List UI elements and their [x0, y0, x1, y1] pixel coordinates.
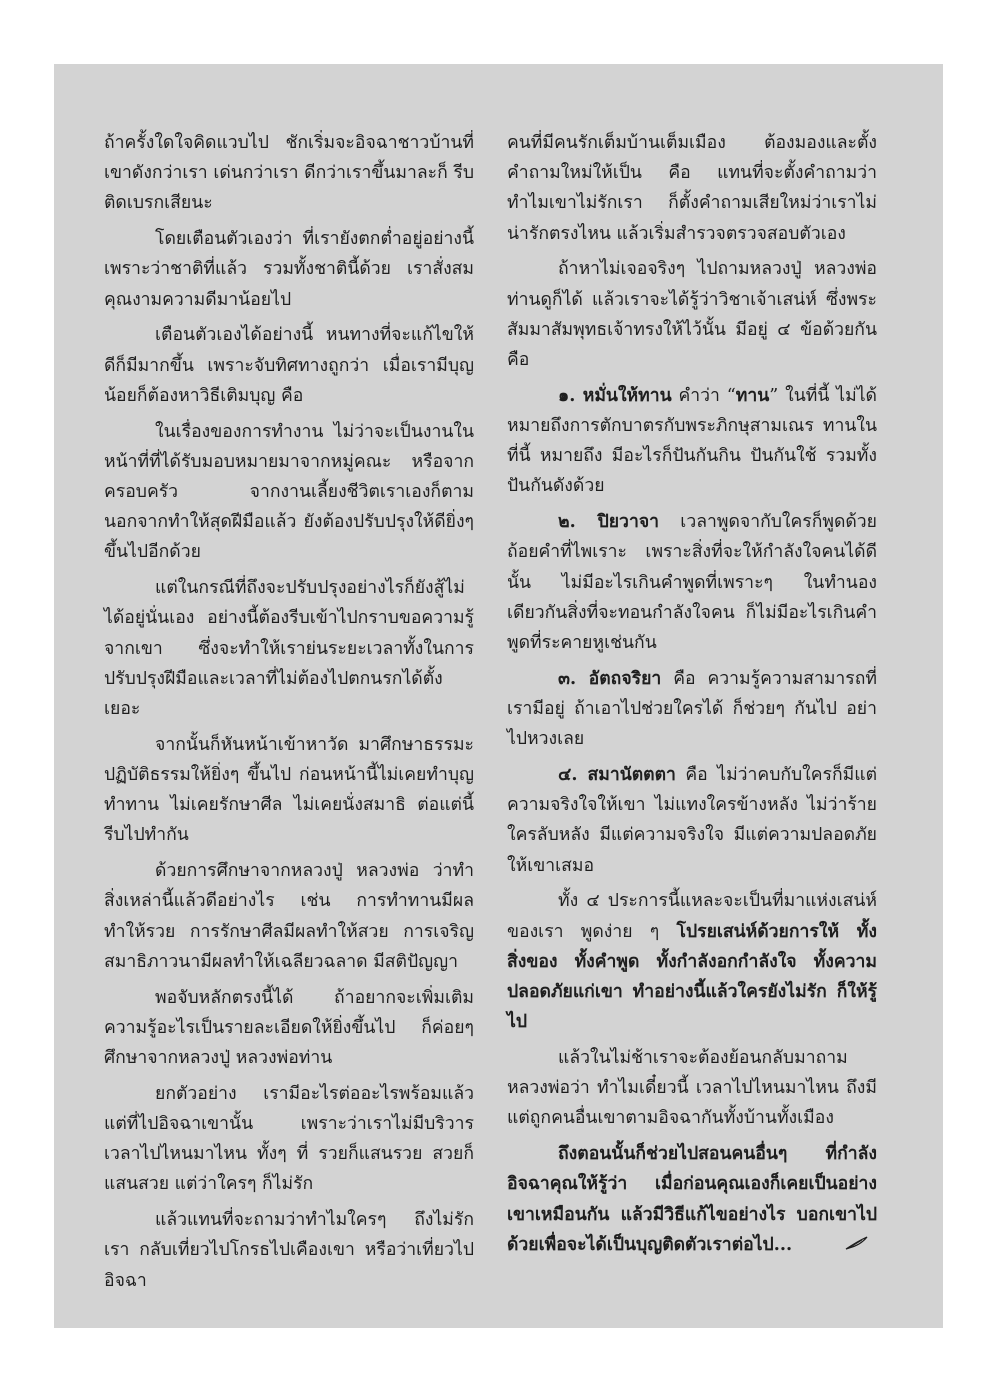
item-text: เวลาพูดจากับใครก็พูดด้วยถ้อยคำที่ไพเราะ เพราะสิ่งที่จะให้กำลังใจคนได้ดีนั้น ไม่มีอะไรเกินคำพูดที่เพราะๆ ในทำนองเดียวกันสิ่งที่จะทอนกำลังใจคน ก็ไม่มีอะไรเกินคำพูดที่ระคายหูเช่นกัน: [507, 512, 877, 654]
item-heading: ๔. สมานัตตตา: [558, 764, 676, 786]
paragraph: เตือนตัวเองได้อย่างนี้ หนทางที่จะแก้ไขให้ดีก็มีมากขึ้น เพราะจับทิศทางถูกว่า เมื่อเรามีบุญน้อยก็ต้องหาวิธีเติมบุญ คือ: [104, 325, 474, 406]
paragraph: จากนั้นก็หันหน้าเข้าหาวัด มาศึกษาธรรมะ ปฏิบัติธรรมให้ยิ่งๆ ขึ้นไป ก่อนหน้านี้ไม่เคยทำบุญทำทาน ไม่เคยรักษาศีล ไม่เคยนั่งสมาธิ ต่อแต่นี้รีบไปทำกัน: [104, 734, 474, 846]
paragraph: ยกตัวอย่าง เรามีอะไรต่ออะไรพร้อมแล้วแต่ที่ไปอิจฉาเขานั้น เพราะว่าเราไม่มีบริวาร เวลาไปไหนมาไหน ทั้งๆ ที่ รวยก็แสนรวย สวยก็แสนสวย แต่ว่าใครๆ ก็ไม่รัก: [104, 1083, 474, 1195]
right-column: [507, 128, 877, 1266]
emphasis-text: โปรยเสน่ห์ด้วยการให้ ทั้งสิ่งของ ทั้งคำพูด ทั้งกำลังอกกำลังใจ ทั้งความปลอดภัยแก่เขา ทำอย่างนี้แล้วใครยังไม่รัก ก็ให้รู้ไป: [507, 920, 877, 1033]
paragraph: ด้วยการศึกษาจากหลวงปู่ หลวงพ่อ ว่าทำสิ่งเหล่านี้แล้วดีอย่างไร เช่น การทำทานมีผลทำให้รวย การรักษาศีลมีผลทำให้สวย การเจริญสมาธิภาวนามีผลทำให้เฉลียวฉลาด มีสติปัญญา: [104, 861, 474, 972]
list-item-samanattata: [507, 760, 877, 881]
paragraph: ในเรื่องของการทำงาน ไม่ว่าจะเป็นงานในหน้าที่ที่ได้รับมอบหมายมาจากหมู่คณะ หรือจากครอบครัว จากงานเลี้ยงชีวิตเราเองก็ตาม นอกจากทำให้สุดฝีมือแล้ว ยังต้องปรับปรุงให้ดียิ่งๆ ขึ้นไปอีกด้วย: [104, 421, 474, 563]
list-item-atthacariya: [507, 664, 877, 755]
left-column: [104, 128, 474, 1301]
item-text: คำว่า “: [671, 385, 736, 406]
paragraph: แล้วแทนที่จะถามว่าทำไมใครๆ ถึงไม่รักเรา กลับเที่ยวไปโกรธไปเคืองเขา หรือว่าเที่ยวไปอิจฉา: [104, 1210, 474, 1291]
item-keyword: ทาน: [735, 384, 770, 406]
paragraph: [507, 886, 877, 1037]
paragraph: แต่ในกรณีที่ถึงจะปรับปรุงอย่างไรก็ยังสู้ไม่ได้อยู่นั่นเอง อย่างนี้ต้องรีบเข้าไปกราบขอความรู้จากเขา ซึ่งจะทำให้เราย่นระยะเวลาทั้งในการปรับปรุงฝีมือและเวลาที่ไม่ต้องไปตกนรกได้ตั้งเยอะ: [104, 578, 474, 720]
item-heading: ๑. หมั่นให้ทาน: [558, 384, 672, 406]
item-text: คือ ไม่ว่าคบกับใครก็มีแต่ความจริงใจให้เขา ไม่แทงใครข้างหลัง ไม่ว่าร้ายใครลับหลัง มีแต่ความจริงใจ มีแต่ความปลอดภัยให้เขาเสมอ: [507, 765, 878, 876]
item-heading: ๓. อัตถจริยา: [558, 667, 662, 689]
paragraph: คนที่มีคนรักเต็มบ้านเต็มเมือง ต้องมองและตั้งคำถามใหม่ให้เป็น คือ แทนที่จะตั้งคำถามว่าทำไมเขาไม่รักเรา ก็ตั้งคำถามเสียใหม่ว่าเราไม่น่ารักตรงไหน แล้วเริ่มสำรวจตรวจสอบตัวเอง: [507, 133, 877, 244]
item-text: ” ในที่นี้ ไม่ได้หมายถึงการตักบาตรกับพระภิกษุสามเณร ทานในที่นี้ หมายถึง มีอะไรก็ปันกันกิน ปันกันใช้ รวมทั้งปันกันดังด้วย: [507, 385, 877, 497]
item-text: คือ ความรู้ความสามารถที่เรามีอยู่ ถ้าเอาไปช่วยใครได้ ก็ช่วยๆ กันไป อย่าไปหวงเลย: [507, 668, 877, 750]
paragraph-text: ทั้ง ๔ ประการนี้แหละจะเป็นที่มาแห่งเสน่ห์ของเรา พูดง่าย ๆ: [507, 891, 877, 942]
closing-paragraph: [507, 1139, 877, 1260]
list-item-dana: [507, 381, 877, 502]
paragraph: โดยเตือนตัวเองว่า ที่เรายังตกต่ำอยู่อย่างนี้ เพราะว่าชาติที่แล้ว รวมทั้งชาตินี้ด้วย เราสั่งสมคุณงามความดีมาน้อยไป: [104, 229, 474, 310]
paragraph: ถ้าหาไม่เจอจริงๆ ไปถามหลวงปู่ หลวงพ่อท่านดูก็ได้ แล้วเราจะได้รู้ว่าวิชาเจ้าเสน่ห์ ซึ่งพระสัมมาสัมพุทธเจ้าทรงให้ไว้นั้น มีอยู่ ๔ ข้อด้วยกัน คือ: [507, 259, 877, 371]
feather-quill-icon: [794, 1230, 869, 1260]
paragraph: แล้วในไม่ช้าเราจะต้องย้อนกลับมาถามหลวงพ่อว่า ทำไมเดี๋ยวนี้ เวลาไปไหนมาไหน ถึงมีแต่ถูกคนอื่นเขาตามอิจฉากันทั้งบ้านทั้งเมือง: [507, 1048, 877, 1129]
paragraph: ถ้าครั้งใดใจคิดแวบไป ชักเริ่มจะอิจฉาชาวบ้านที่เขาดังกว่าเรา เด่นกว่าเรา ดีกว่าเราขึ้นมาละก็ รีบติดเบรกเสียนะ: [104, 133, 474, 214]
item-heading: ๒. ปิยวาจา: [558, 511, 660, 533]
list-item-piyavaca: [507, 507, 877, 658]
paragraph: พอจับหลักตรงนี้ได้ ถ้าอยากจะเพิ่มเติมความรู้อะไรเป็นรายละเอียดให้ยิ่งขึ้นไป ก็ค่อยๆ ศึกษาจากหลวงปู่ หลวงพ่อท่าน: [104, 987, 474, 1069]
closing-text: ถึงตอนนั้นก็ช่วยไปสอนคนอื่นๆ ที่กำลังอิจฉาคุณให้รู้ว่า เมื่อก่อนคุณเองก็เคยเป็นอย่างเขาเหมือนกัน แล้วมีวิธีแก้ไขอย่างไร บอกเขาไปด้วยเพื่อจะได้เป็นบุญติดตัวเราต่อไป...: [507, 1143, 877, 1255]
